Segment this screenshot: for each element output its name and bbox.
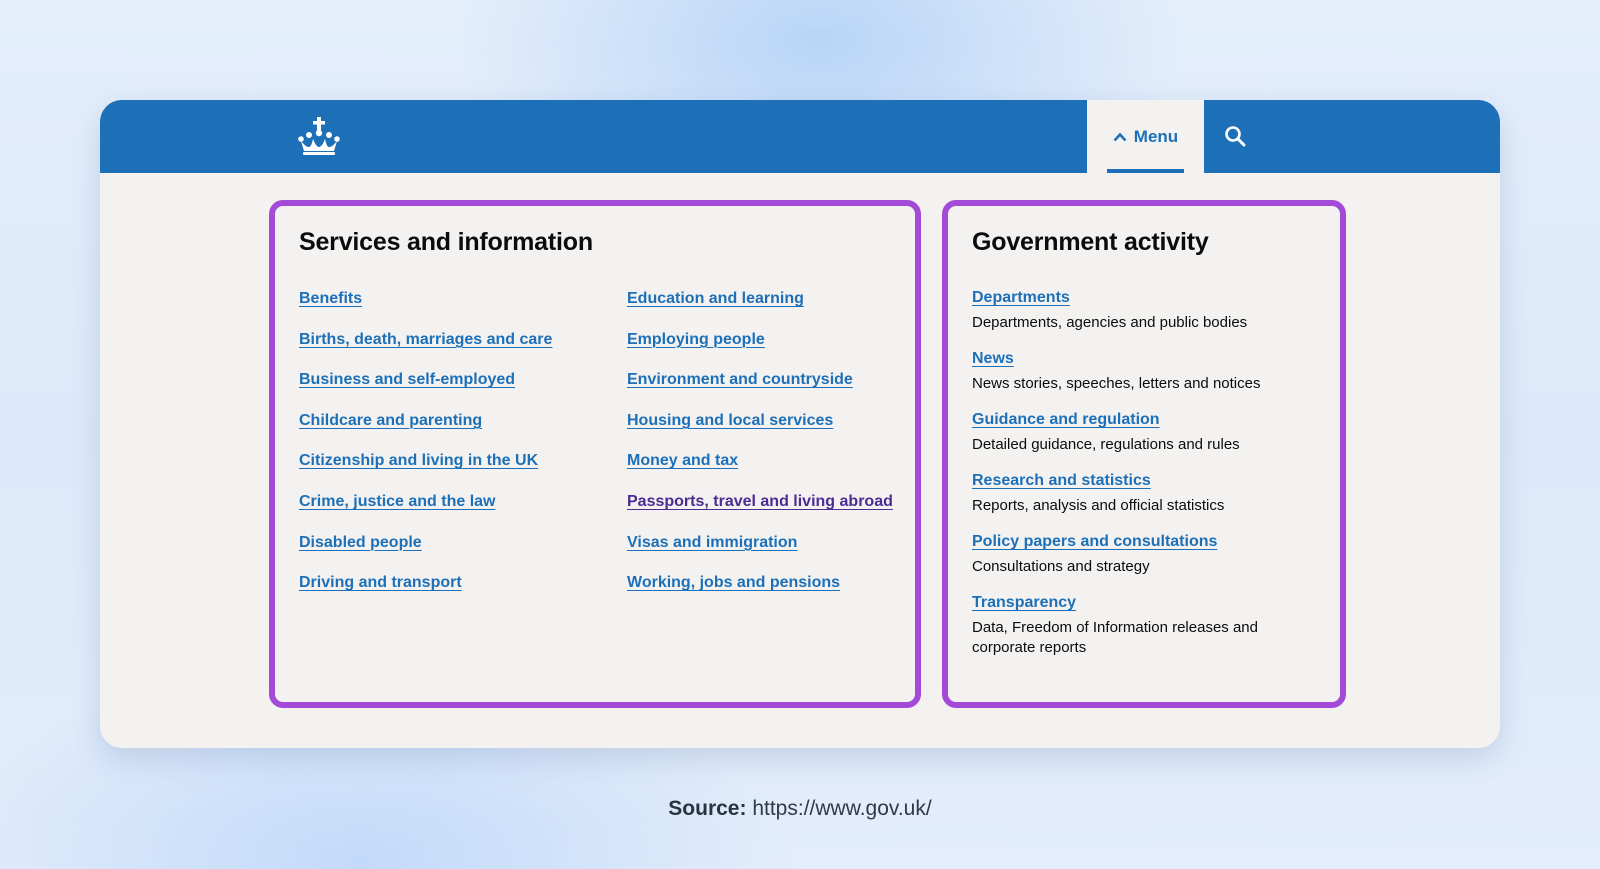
activity-description: Departments, agencies and public bodies: [972, 314, 1248, 331]
services-heading: Services and information: [299, 228, 593, 256]
link-departments[interactable]: Departments: [972, 289, 1070, 306]
list-item: [299, 493, 552, 534]
link-driving-and-transport[interactable]: Driving and transport: [299, 574, 462, 592]
menu-label: Menu: [1133, 126, 1179, 146]
menu-button[interactable]: [1087, 100, 1204, 173]
link-childcare-and-parenting[interactable]: Childcare and parenting: [299, 411, 483, 429]
chevron-up-icon: [1113, 132, 1127, 142]
list-item: [627, 534, 893, 575]
search-icon: [1224, 125, 1246, 147]
activity-description: Data, Freedom of Information releases and corporate reports: [972, 619, 1258, 656]
activity-item: [972, 411, 1302, 455]
list-item: [627, 331, 893, 372]
activity-item: [972, 289, 1302, 333]
activity-description: Detailed guidance, regulations and rules: [972, 436, 1240, 453]
link-news[interactable]: News: [972, 350, 1014, 367]
link-employing-people[interactable]: Employing people: [627, 330, 765, 348]
source-caption: [0, 797, 1600, 821]
list-item: [299, 574, 552, 615]
link-housing-and-local-services[interactable]: Housing and local services: [627, 411, 834, 429]
crown-icon[interactable]: [297, 116, 341, 158]
link-crime-justice-and-the-law[interactable]: Crime, justice and the law: [299, 492, 496, 510]
link-research-and-statistics[interactable]: Research and statistics: [972, 472, 1151, 489]
services-column-1: [299, 290, 552, 615]
list-item: [627, 290, 893, 331]
site-header: [100, 100, 1500, 173]
link-disabled-people[interactable]: Disabled people: [299, 533, 422, 551]
link-births-death-marriages-and-care[interactable]: Births, death, marriages and care: [299, 330, 553, 348]
link-visas-and-immigration[interactable]: Visas and immigration: [627, 533, 798, 551]
search-button[interactable]: [1217, 118, 1253, 154]
activity-description: News stories, speeches, letters and notices: [972, 375, 1261, 392]
link-passports-travel-and-living-abroad[interactable]: Passports, travel and living abroad: [627, 492, 893, 510]
link-education-and-learning[interactable]: Education and learning: [627, 290, 804, 307]
activity-heading: Government activity: [972, 228, 1209, 256]
services-panel: [269, 200, 921, 708]
source-url: https://www.gov.uk/: [752, 797, 932, 820]
activity-panel: [942, 200, 1346, 708]
link-business-and-self-employed[interactable]: Business and self-employed: [299, 371, 516, 389]
link-working-jobs-and-pensions[interactable]: Working, jobs and pensions: [627, 574, 841, 592]
list-item: [627, 371, 893, 412]
activity-item: [972, 472, 1302, 516]
list-item: [627, 574, 893, 615]
activity-list: [972, 289, 1302, 675]
list-item: [299, 412, 552, 453]
list-item: [299, 452, 552, 493]
link-transparency[interactable]: Transparency: [972, 594, 1077, 611]
list-item: [299, 534, 552, 575]
list-item: [299, 290, 552, 331]
source-label: Source:: [668, 797, 747, 820]
list-item: [627, 412, 893, 453]
list-item: [627, 452, 893, 493]
list-item: [299, 331, 552, 372]
menu-active-underline: [1107, 169, 1184, 173]
activity-item: [972, 350, 1302, 394]
link-guidance-and-regulation[interactable]: Guidance and regulation: [972, 411, 1160, 428]
link-environment-and-countryside[interactable]: Environment and countryside: [627, 371, 853, 389]
services-column-2: [627, 290, 893, 615]
link-policy-papers-and-consultations[interactable]: Policy papers and consultations: [972, 533, 1218, 550]
activity-description: Reports, analysis and official statistics: [972, 497, 1225, 514]
list-item: [299, 371, 552, 412]
list-item: [627, 493, 893, 534]
link-citizenship-and-living-in-the-uk[interactable]: Citizenship and living in the UK: [299, 452, 539, 470]
activity-description: Consultations and strategy: [972, 558, 1150, 575]
link-benefits[interactable]: Benefits: [299, 290, 363, 307]
activity-item: [972, 533, 1302, 577]
activity-item: [972, 594, 1302, 658]
link-money-and-tax[interactable]: Money and tax: [627, 452, 739, 470]
screenshot-frame: [100, 100, 1500, 748]
